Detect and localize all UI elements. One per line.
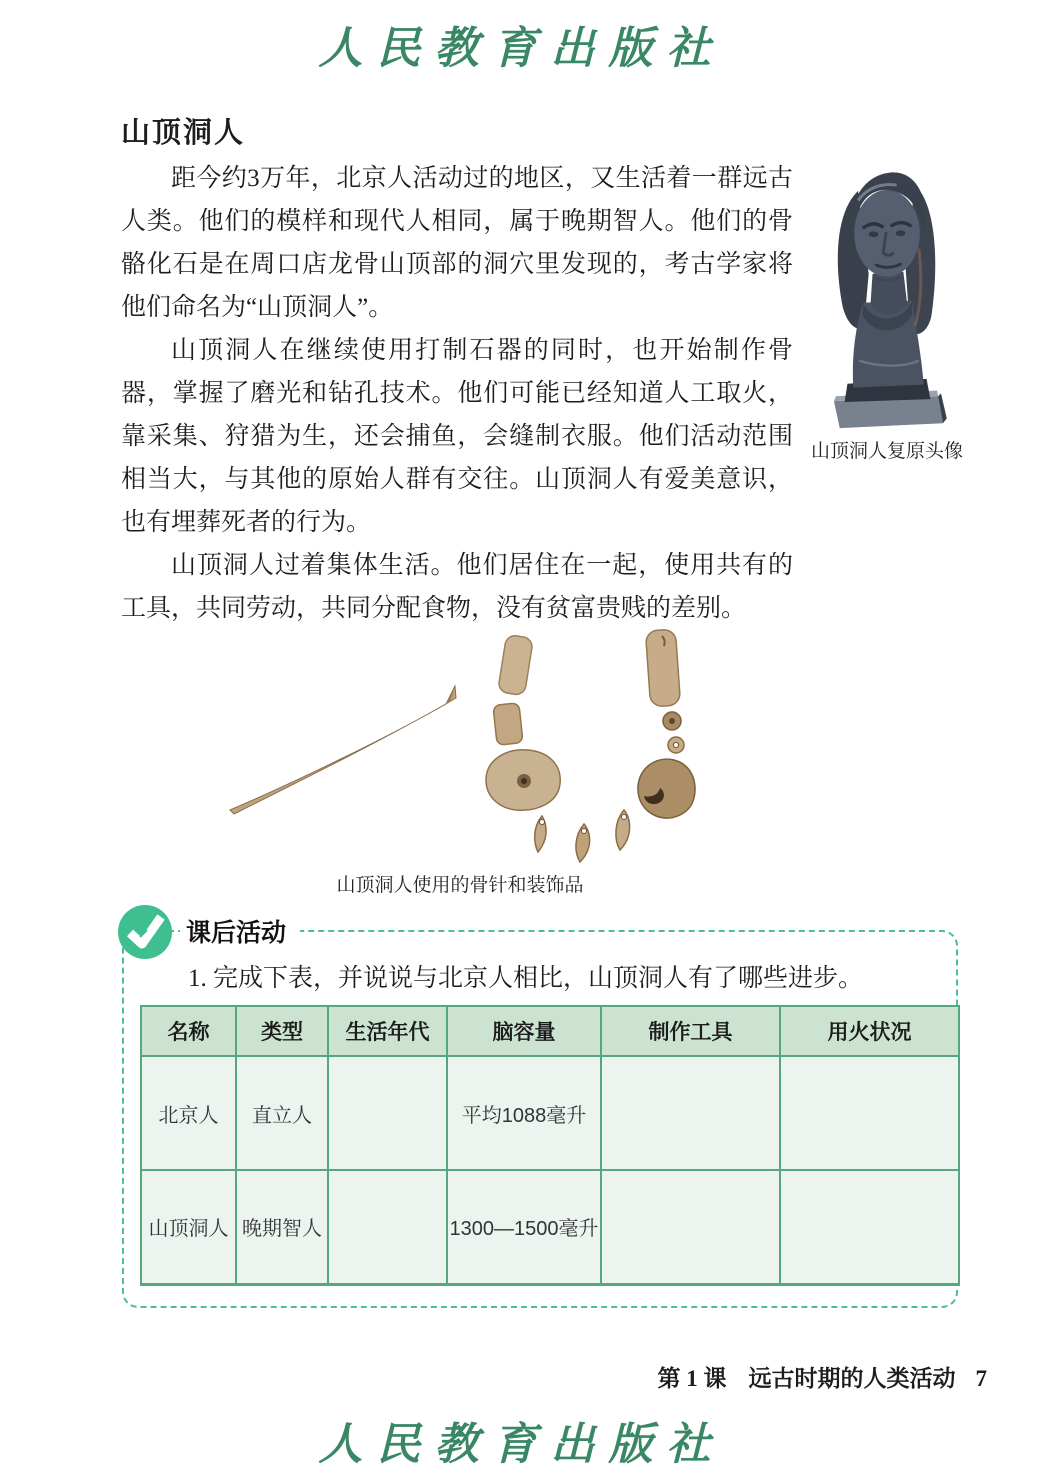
footer-lesson-number: 第 1 课 [657, 1366, 727, 1391]
bone-needle-ornaments-image [150, 618, 770, 868]
bust-figure [806, 160, 968, 463]
footer-page-number: 7 [975, 1366, 987, 1391]
ornaments-figure [150, 618, 770, 897]
col-header-tools: 制作工具 [601, 1006, 780, 1056]
col-header-fire: 用火状况 [780, 1006, 959, 1056]
table-header-row [141, 1006, 959, 1056]
col-header-type: 类型 [236, 1006, 328, 1056]
bust-caption: 山顶洞人复原头像 [810, 441, 963, 462]
table-row-peking-man [141, 1056, 959, 1170]
paragraph-2: 山顶洞人在继续使用打制石器的同时，也开始制作骨器，掌握了磨光和钻孔技术。他们可能已经知道人工取火，靠采集、狩猎为生，还会捕鱼，会缝制衣服。他们活动范围相当大，与其他的原始人群有交往。山顶洞人有爱美意识，也有埋葬死者的行为。 [121, 337, 793, 536]
article-body [121, 157, 793, 630]
cell-era [328, 1056, 447, 1170]
table-row-upper-cave-man [141, 1170, 959, 1284]
page-footer [658, 1360, 988, 1393]
cell-tools [601, 1056, 780, 1170]
col-header-name: 名称 [141, 1006, 236, 1056]
paragraph-1: 距今约3万年，北京人活动过的地区，又生活着一群远古人类。他们的模样和现代人相同，属于晚期智人。他们的骨骼化石是在周口店龙骨山顶部的洞穴里发现的，考古学家将他们命名为“山顶洞人”。 [121, 165, 793, 321]
col-header-era: 生活年代 [328, 1006, 447, 1056]
section-title: 山顶洞人 [121, 117, 246, 149]
cell-fire [780, 1056, 959, 1170]
cell-name: 山顶洞人 [141, 1170, 236, 1284]
cell-tools [601, 1170, 780, 1284]
publisher-logo-bottom: 人民教育出版社 [318, 1420, 725, 1469]
bust-sculpture-image [812, 160, 962, 430]
cell-brain: 1300—1500毫升 [447, 1170, 601, 1284]
ornaments-caption: 山顶洞人使用的骨针和装饰品 [336, 875, 584, 896]
activity-heading: 课后活动 [180, 913, 300, 949]
publisher-logo-top: 人民教育出版社 [318, 24, 725, 73]
cell-brain: 平均1088毫升 [447, 1056, 601, 1170]
activity-section [122, 919, 958, 1308]
cell-name: 北京人 [141, 1056, 236, 1170]
col-header-brain: 脑容量 [447, 1006, 601, 1056]
cell-fire [780, 1170, 959, 1284]
comparison-table [140, 1005, 960, 1286]
cell-type: 直立人 [236, 1056, 328, 1170]
activity-pencil-icon [116, 903, 174, 961]
paragraph-3: 山顶洞人过着集体生活。他们居住在一起，使用共有的工具，共同劳动，共同分配食物，没有贫富贵贱的差别。 [121, 552, 793, 622]
cell-era [328, 1170, 447, 1284]
activity-instruction: 1. 完成下表，并说说与北京人相比，山顶洞人有了哪些进步。 [188, 965, 864, 992]
cell-type: 晚期智人 [236, 1170, 328, 1284]
footer-lesson-title: 远古时期的人类活动 [748, 1366, 956, 1391]
